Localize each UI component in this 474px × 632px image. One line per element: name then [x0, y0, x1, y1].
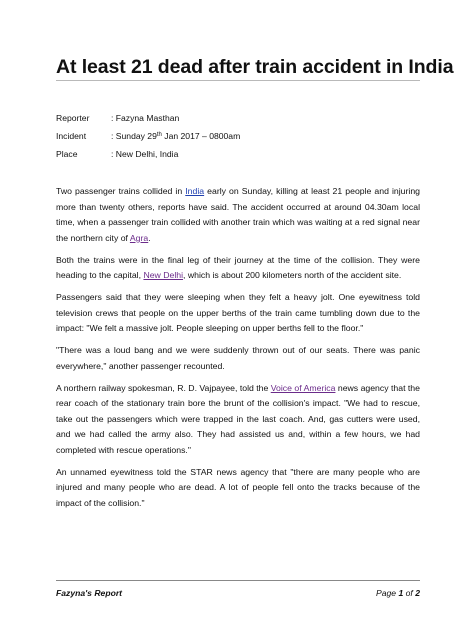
paragraph-text: Two passenger trains collided in: [56, 186, 186, 196]
link-agra[interactable]: Agra: [129, 232, 149, 243]
page-word: Page: [376, 588, 399, 598]
incident-date-post: Jan 2017 – 0800am: [161, 131, 241, 141]
title-divider: [56, 80, 420, 81]
current-page: 1: [398, 588, 404, 598]
reporter-label: Reporter: [56, 113, 90, 123]
link-new-delhi[interactable]: New Delhi: [143, 270, 184, 280]
paragraph-text: early on Sunday, killing at least 21 people and injuring more than twenty others, reports have said. The accident occurred at around 04.30am local time, when a passenger train collided with another train which was waiting at a red signal near the northern city of: [56, 186, 420, 243]
place-value: : New Delhi, India: [111, 149, 179, 159]
incident-date-suffix: th: [156, 132, 162, 138]
footer-divider: [56, 580, 420, 581]
article-title: At least 21 dead after train accident in India: [56, 56, 454, 78]
link-voice-of-america[interactable]: Voice of America: [270, 382, 336, 393]
place-label: Place: [56, 149, 78, 159]
paragraph-1: [56, 184, 420, 246]
of-word: of: [403, 588, 416, 598]
article-body: [56, 184, 420, 518]
paragraph-3: Passengers said that they were sleeping when they felt a heavy jolt. One eyewitness told television crews that people on the upper berths of the train came tumbling down due to the impact: "We felt a massive jolt. People sleeping on upper berths fell to the floor.": [56, 292, 420, 333]
paragraph-text: A northern railway spokesman, R. D. Vajpayee, told the: [56, 382, 271, 393]
paragraph-text: news agency that the rear coach of the stationary train bore the brunt of the collision's impact. "We had to rescue, take out the passengers which were trapped in the last coach. And, gas cutters were used, and we had called the army also. They had assisted us and, within a few hours, we had completed with rescue operations.": [56, 382, 420, 455]
link-india[interactable]: India: [185, 186, 205, 196]
paragraph-6: An unnamed eyewitness told the STAR news agency that "there are many people who are injured and many people who are dead. A lot of people fell onto the tracks because of the impact of the collision.": [56, 466, 420, 508]
footer-report-name: Fazyna's Report: [56, 588, 123, 598]
paragraph-text: , which is about 200 kilometers north of the accident site.: [183, 270, 402, 280]
incident-label: Incident: [56, 131, 87, 141]
footer-page-number: [376, 588, 420, 598]
paragraph-2: [56, 253, 420, 284]
paragraph-text: .: [148, 232, 151, 243]
incident-date-pre: : Sunday 29: [111, 131, 157, 141]
total-pages: 2: [415, 588, 420, 598]
paragraph-4: "There was a loud bang and we were suddenly thrown out of our seats. There was panic everywhere," another passenger recounted.: [56, 345, 420, 371]
paragraph-text: Both the trains were in the final leg of their journey at the time of the collision. They were heading to the capital,: [56, 254, 420, 280]
incident-value: [111, 131, 240, 141]
reporter-value: : Fazyna Masthan: [111, 113, 180, 123]
paragraph-5: [56, 381, 420, 459]
